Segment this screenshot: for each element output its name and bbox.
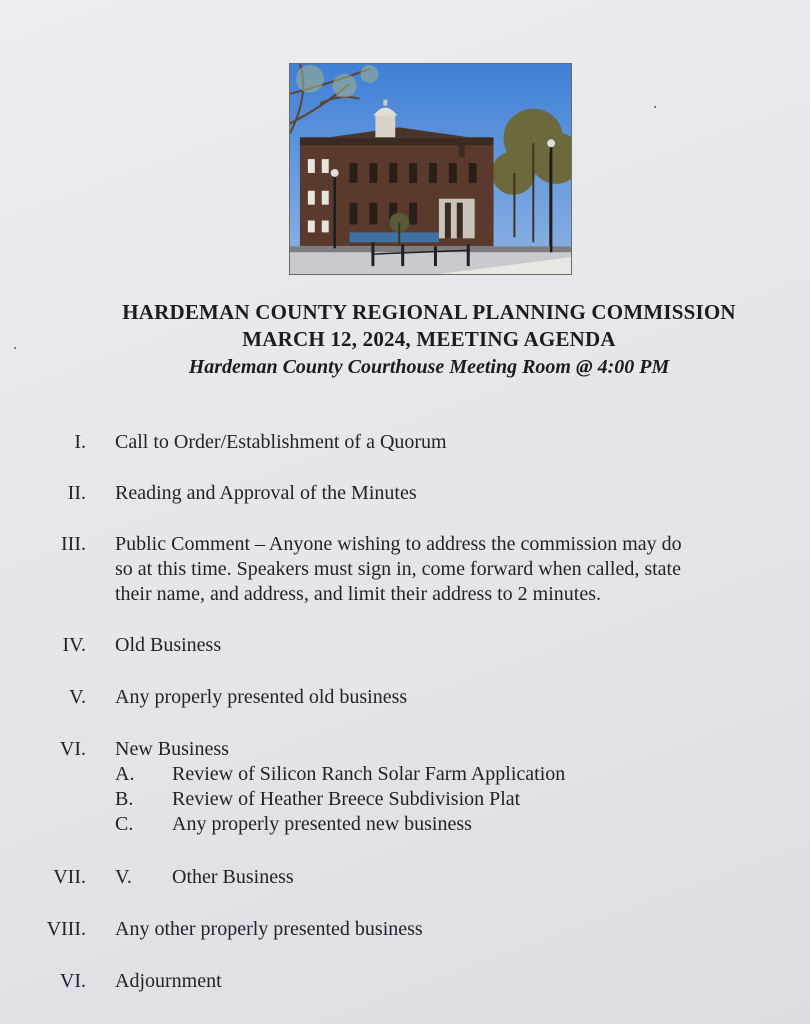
item-text bbox=[115, 532, 755, 607]
item-numeral: III. bbox=[61, 533, 86, 555]
item-numeral: VIII. bbox=[46, 918, 86, 940]
item-text: Call to Order/Establishment of a Quorum bbox=[115, 431, 447, 453]
courthouse-image bbox=[290, 64, 571, 274]
item-numeral: I. bbox=[74, 431, 86, 453]
item-text-line: Public Comment – Anyone wishing to address the commission may do bbox=[115, 533, 682, 555]
item-text-line: their name, and address, and limit their address to 2 minutes. bbox=[115, 583, 601, 605]
item-text: Adjournment bbox=[115, 970, 222, 992]
agenda-header bbox=[0, 299, 810, 381]
item-text: New Business bbox=[115, 738, 229, 760]
item-text: Any properly presented old business bbox=[115, 686, 408, 708]
commission-title: HARDEMAN COUNTY REGIONAL PLANNING COMMISSION bbox=[122, 300, 736, 324]
paper-speck bbox=[14, 347, 16, 349]
paper-speck bbox=[654, 106, 656, 108]
subitem-letter: C. bbox=[115, 813, 134, 835]
item-text-line: so at this time. Speakers must sign in, come forward when called, state bbox=[115, 558, 681, 580]
item-numeral: VI. bbox=[59, 738, 86, 760]
meeting-location: Hardeman County Courthouse Meeting Room @ 4:00 PM bbox=[188, 356, 670, 378]
subitem-text: Review of Silicon Ranch Solar Farm Application bbox=[172, 763, 566, 785]
subitem-letter: A. bbox=[115, 763, 135, 785]
subitem-text: Review of Heather Breece Subdivision Plat bbox=[172, 788, 521, 810]
courthouse-photo bbox=[289, 63, 572, 275]
item-text: Other Business bbox=[172, 866, 294, 888]
subitem-text: Any properly presented new business bbox=[172, 813, 472, 835]
item-numeral: VI. bbox=[59, 970, 86, 992]
item-text: Reading and Approval of the Minutes bbox=[115, 482, 417, 504]
subitem-letter: B. bbox=[115, 788, 134, 810]
item-numeral: II. bbox=[67, 482, 86, 504]
item-text: Old Business bbox=[115, 634, 222, 656]
item-text: Any other properly presented business bbox=[115, 918, 423, 940]
meeting-date-title: MARCH 12, 2024, MEETING AGENDA bbox=[242, 327, 616, 351]
item-numeral: VII. bbox=[53, 866, 86, 888]
item-letter: V. bbox=[115, 866, 132, 888]
item-numeral: IV. bbox=[62, 634, 86, 656]
item-numeral: V. bbox=[69, 686, 86, 708]
